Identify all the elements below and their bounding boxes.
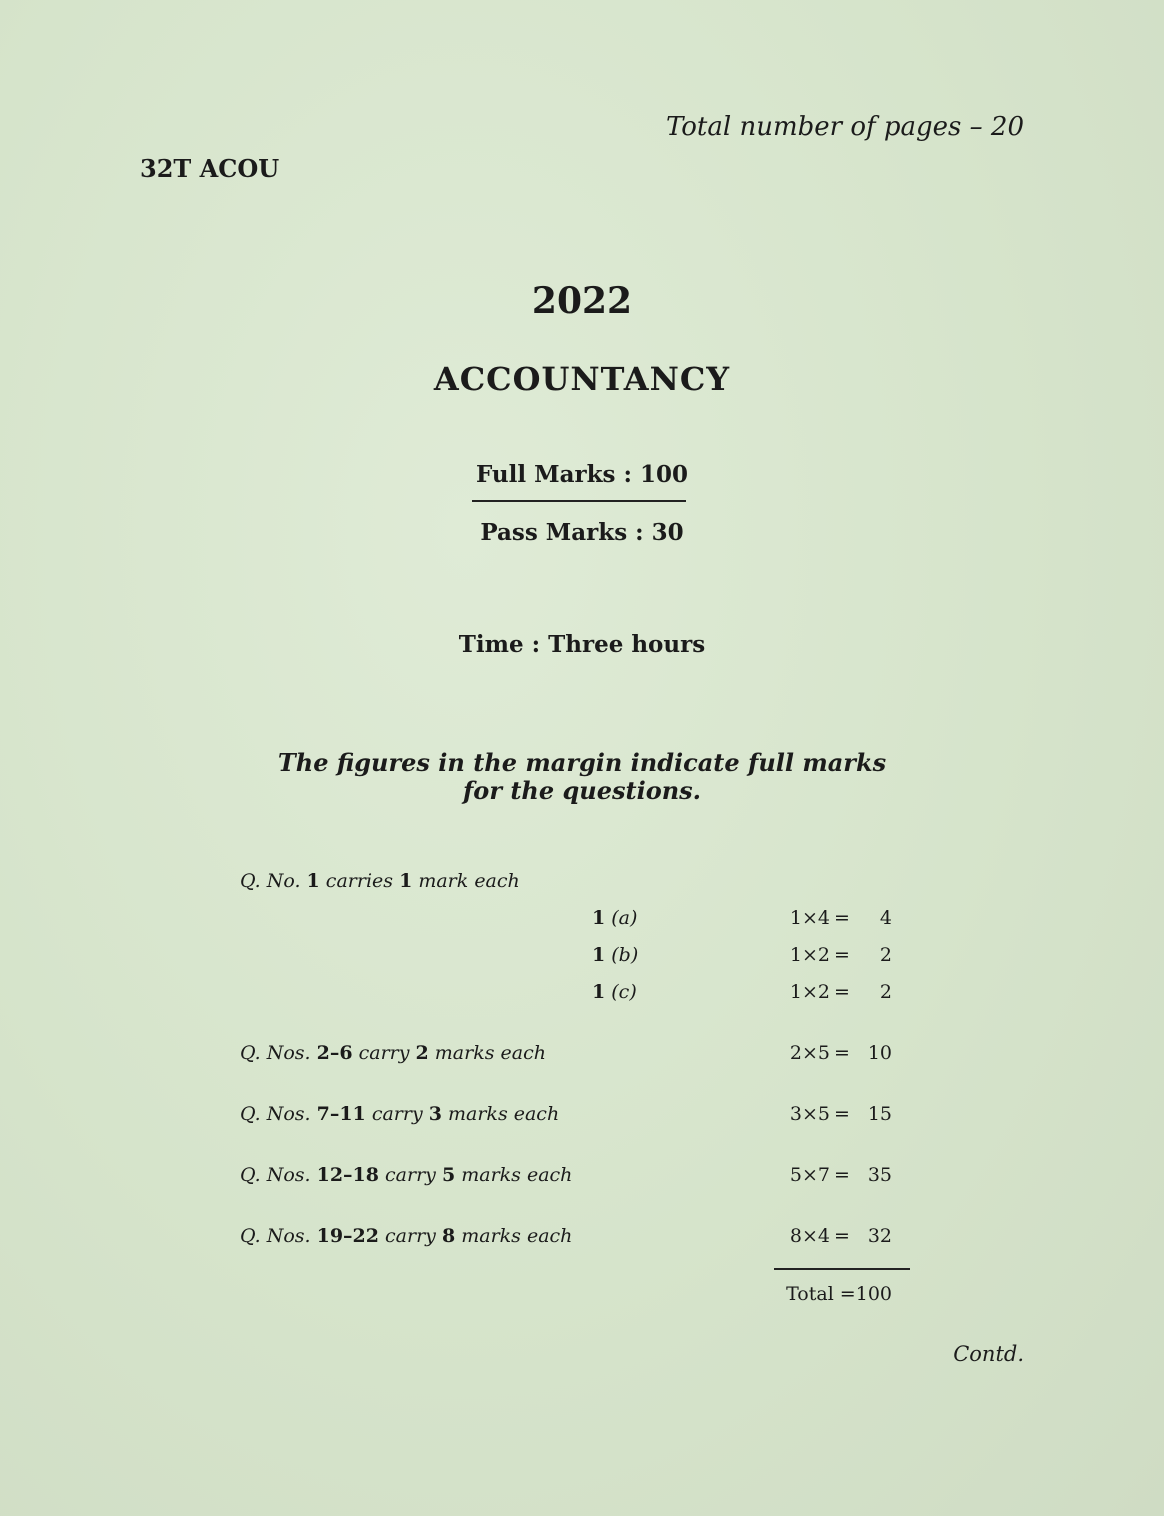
q1b-value: 2: [879, 944, 892, 966]
instruction-line-1: The figures in the margin indicate full marks: [277, 748, 887, 777]
marks-row-calc: 5×7: [789, 1164, 830, 1186]
full-marks: Full Marks : 100: [475, 461, 688, 488]
marks-row-value: 32: [867, 1225, 892, 1247]
marks-row-eq: =: [834, 1164, 850, 1186]
instruction-line-2: for the questions.: [462, 776, 702, 805]
marks-row-label: Q. Nos. 19–22 carry 8 marks each: [240, 1225, 573, 1247]
instruction: [0, 749, 1164, 805]
continued-note: Contd.: [953, 1342, 1024, 1366]
q1a-label: 1 (a): [592, 907, 638, 929]
marks-row-label: Q. Nos. 7–11 carry 3 marks each: [240, 1103, 560, 1125]
marks-row-label: Q. Nos. 12–18 carry 5 marks each: [240, 1164, 573, 1186]
q1b-label: 1 (b): [592, 944, 639, 966]
q1c-eq: =: [834, 981, 850, 1003]
marks-row-calc: 8×4: [789, 1225, 830, 1247]
marks-row-calc: 2×5: [789, 1042, 830, 1064]
marks-row-eq: =: [834, 1225, 850, 1247]
q1-label: Q. No. 1 carries 1 mark each: [240, 870, 520, 892]
marks-row-eq: =: [834, 1103, 850, 1125]
q1b-calc: 1×2: [789, 944, 830, 966]
total-marks: Total =100: [786, 1283, 892, 1305]
q1c-value: 2: [879, 981, 892, 1003]
marks-row-value: 15: [867, 1103, 892, 1125]
q1a-eq: =: [834, 907, 850, 929]
q1a-value: 4: [879, 907, 892, 929]
marks-row-eq: =: [834, 1042, 850, 1064]
exam-year: 2022: [531, 280, 633, 322]
paper-code: 32T ACOU: [140, 154, 280, 183]
q1a-calc: 1×4: [789, 907, 830, 929]
exam-duration: Time : Three hours: [458, 631, 706, 658]
marks-row-calc: 3×5: [789, 1103, 830, 1125]
marks-row-value: 35: [867, 1164, 892, 1186]
subject-title: ACCOUNTANCY: [433, 360, 731, 398]
total-pages-note: Total number of pages – 20: [665, 112, 1024, 142]
total-divider: [774, 1268, 910, 1270]
q1c-calc: 1×2: [789, 981, 830, 1003]
marks-row-value: 10: [867, 1042, 892, 1064]
q1b-eq: =: [834, 944, 850, 966]
marks-divider: [472, 500, 686, 502]
q1c-label: 1 (c): [592, 981, 637, 1003]
marks-row-label: Q. Nos. 2–6 carry 2 marks each: [240, 1042, 546, 1064]
pass-marks: Pass Marks : 30: [480, 519, 684, 546]
